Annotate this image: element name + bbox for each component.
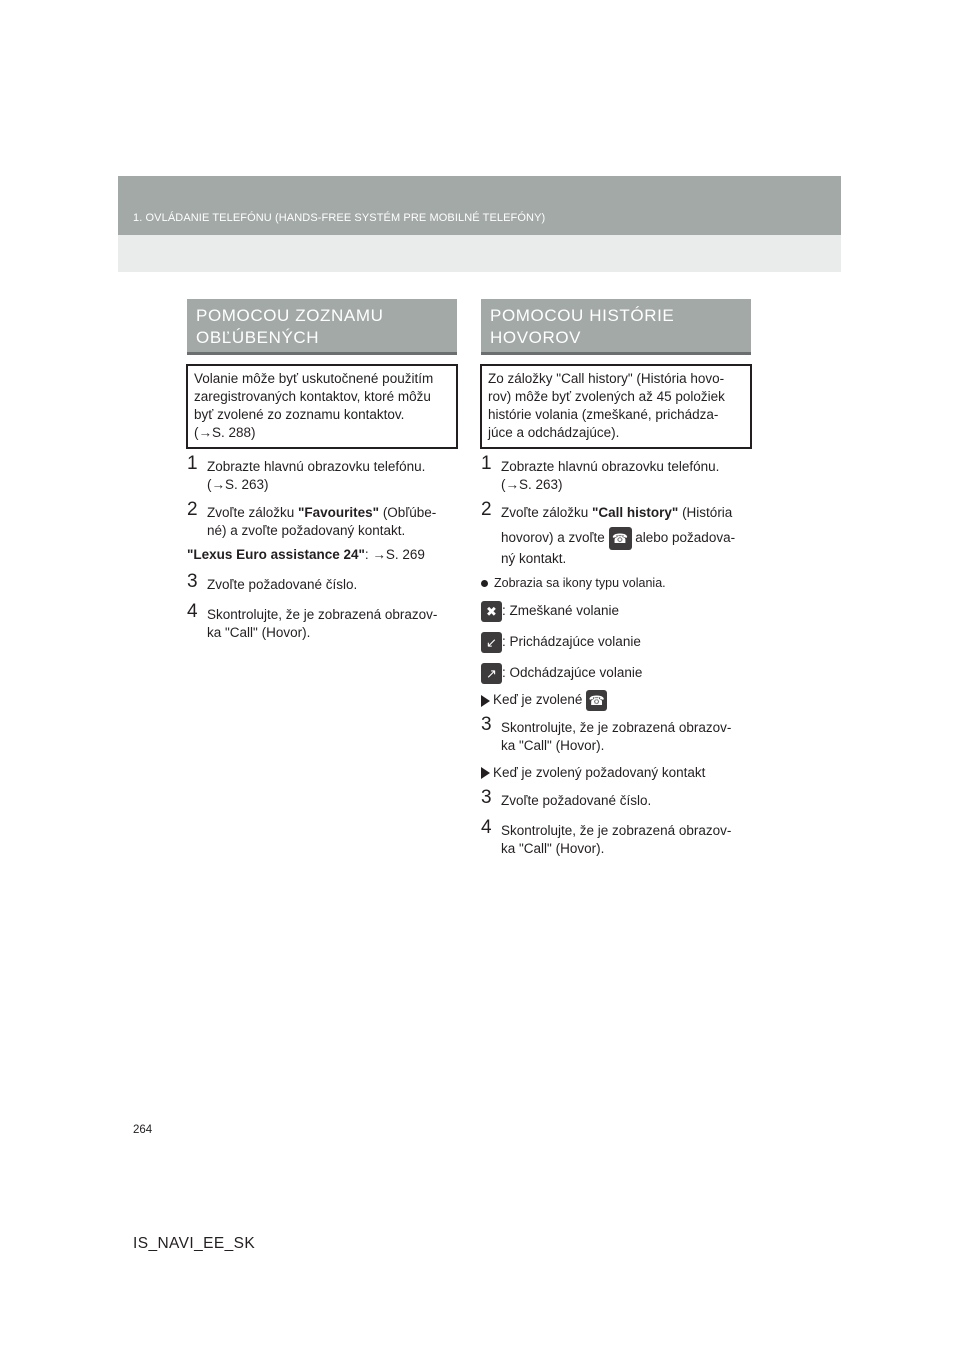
- step-3: 3 Skontrolujte, že je zobrazená obrazov- ka "Call" (Hovor).: [481, 714, 732, 753]
- phone-icon: ☎: [586, 690, 607, 711]
- incoming-call-icon: ↙: [481, 632, 502, 653]
- legend-missed: ✖ : Zmeškané volanie: [481, 601, 753, 622]
- step-4: 4 Skontrolujte, že je zobrazená obrazov- ka "Call" (Hovor).: [481, 817, 732, 856]
- legend-outgoing: ↗ : Odchádzajúce volanie: [481, 663, 753, 684]
- step-1: 1 Zobrazte hlavnú obrazovku telefónu. (→S. 263): [481, 453, 720, 492]
- missed-call-icon: ✖: [481, 601, 502, 622]
- icon-types-bullet: Zobrazia sa ikony typu volania.: [481, 574, 753, 592]
- page-number: 264: [133, 1124, 153, 1136]
- section-title-history: POMOCOU HISTÓRIE HOVOROV: [481, 299, 751, 354]
- section-rule: [481, 352, 751, 355]
- step-1: 1 Zobrazte hlavnú obrazovku telefónu. (→S. 263): [187, 453, 426, 492]
- bullet-icon: [481, 580, 488, 587]
- case-contact-selected: Keď je zvolený požadovaný kontakt: [481, 764, 753, 782]
- intro-box-favourites: Volanie môže byť uskutočnené použitím zaregistrovaných kontaktov, ktoré môžu byť zvolené zo zoznamu kontaktov. (→S. 288): [186, 364, 458, 449]
- section-title-favourites: POMOCOU ZOZNAMU OBĽÚBENÝCH: [187, 299, 457, 354]
- document-code: IS_NAVI_EE_SK: [133, 1235, 256, 1252]
- legend-incoming: ↙ : Prichádzajúce volanie: [481, 632, 753, 653]
- chapter-title: 1. OVLÁDANIE TELEFÓNU (HANDS-FREE SYSTÉM PRE MOBILNÉ TELEFÓNY): [133, 212, 546, 224]
- outgoing-call-icon: ↗: [481, 663, 502, 684]
- triangle-icon: [481, 767, 490, 779]
- step-3: 3 Zvoľte požadované číslo.: [481, 787, 652, 808]
- left-steps: [187, 453, 459, 642]
- step-3: 3 Zvoľte požadované číslo.: [187, 571, 358, 592]
- step-4: 4 Skontrolujte, že je zobrazená obrazov- ka "Call" (Hovor).: [187, 601, 438, 640]
- triangle-icon: [481, 695, 490, 707]
- step-2: 2 Zvoľte záložku "Call history" (História hovorov) a zvoľte ☎ alebo požadova- ný kontakt.: [481, 499, 736, 566]
- case-phone-selected: Keď je zvolené ☎: [481, 690, 753, 711]
- step-2: 2 Zvoľte záložku "Favourites" (Obľúbe- né) a zvoľte požadovaný kontakt.: [187, 499, 437, 538]
- assistance-reference: "Lexus Euro assistance 24": →S. 269: [187, 547, 425, 562]
- phone-icon: ☎: [609, 527, 632, 550]
- intro-box-history: Zo záložky "Call history" (História hovo- rov) môže byť zvolených až 45 položiek histórie volania (zmeškané, prichádza- júce a odchádzajúce).: [480, 364, 752, 449]
- right-steps: [481, 453, 753, 858]
- section-rule: [187, 352, 457, 355]
- header-bar: [118, 176, 841, 235]
